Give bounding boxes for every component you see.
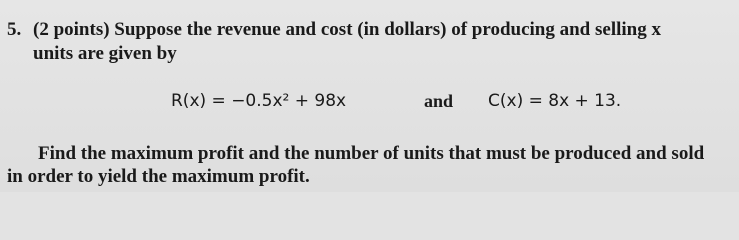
task-line-2: in order to yield the maximum profit. [7, 166, 310, 187]
question-number: 5. [7, 19, 22, 40]
problem-stem-line-2: units are given by [33, 43, 177, 64]
equation-connector: and [424, 91, 454, 111]
problem-stem-line-1: (2 points) Suppose the revenue and cost (in dollars) of producing and selling x [33, 19, 661, 40]
task-line-1: Find the maximum profit and the number of units that must be produced and sold [38, 143, 705, 164]
revenue-equation: R(x) = −0.5x² + 98x [171, 91, 347, 111]
cost-equation: C(x) = 8x + 13. [488, 91, 622, 111]
equations-row [0, 90, 739, 114]
